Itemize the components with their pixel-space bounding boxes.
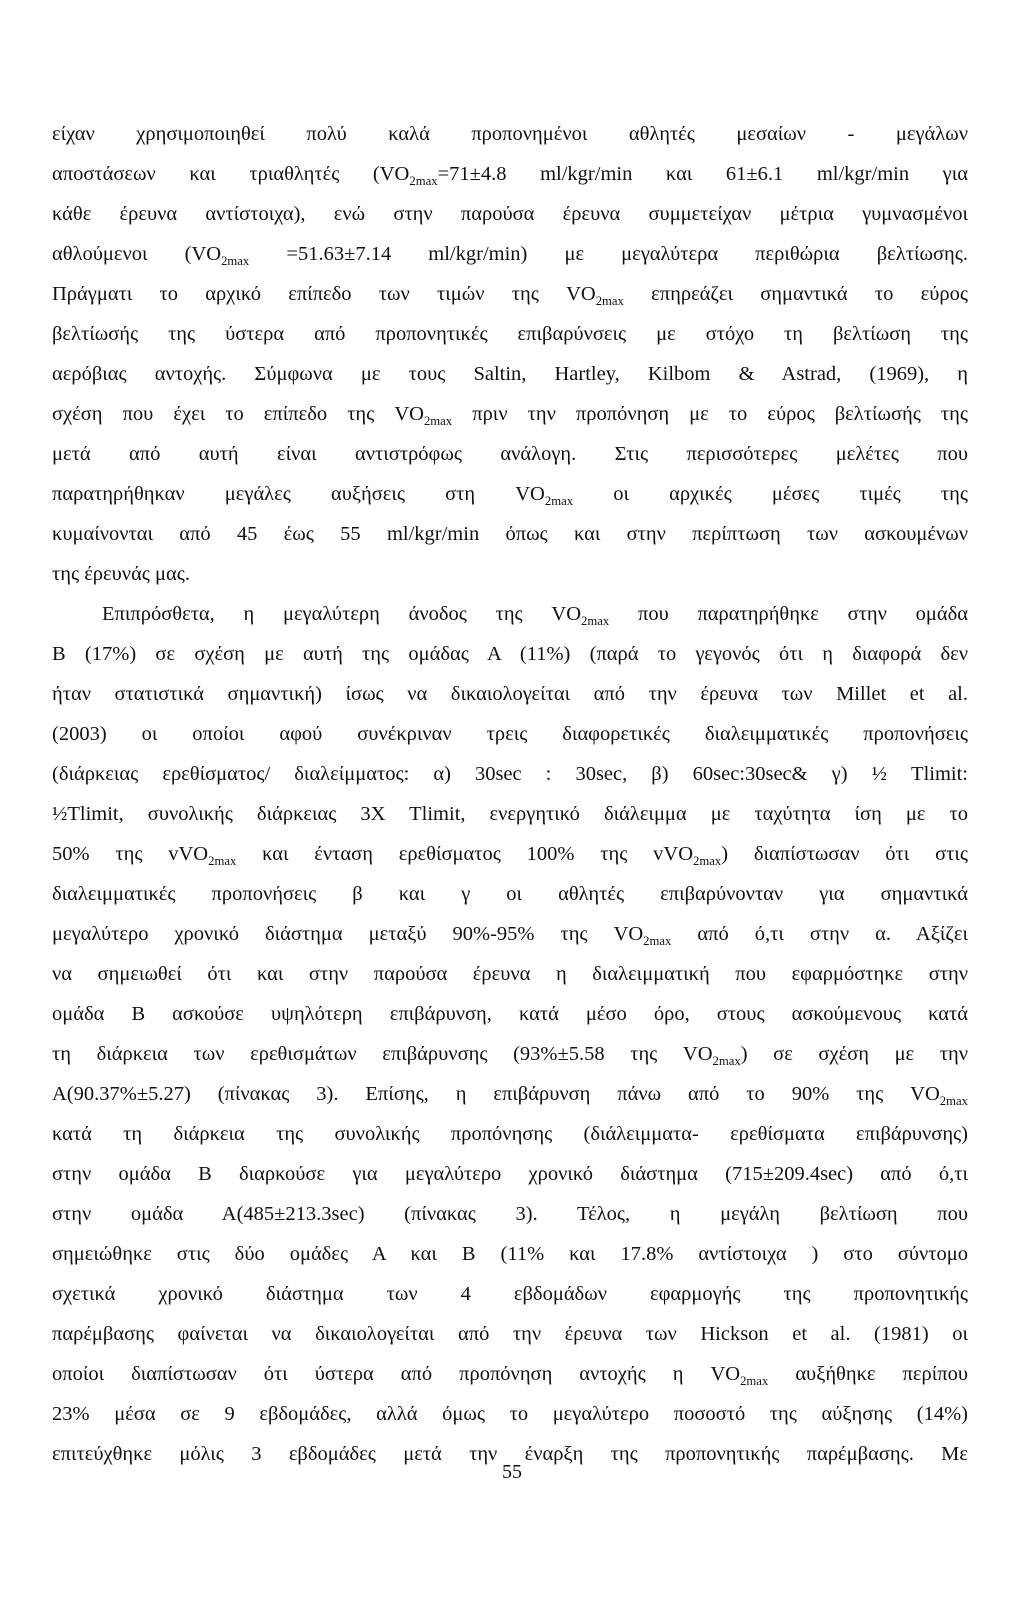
text-line: κατά τη διάρκεια της συνολικής προπόνησης (διάλειμματα- ερεθίσματα επιβάρυνσης) xyxy=(52,1123,968,1145)
text-line: αποστάσεων και τριαθλητές ($VO_{2max}=71\pm 4.8$ ml/kgr/min και 61±6.1 ml/kgr/min για xyxy=(52,163,968,189)
subscript-2max: 2max xyxy=(595,294,624,309)
text-line: 23% μέσα σε 9 εβδομάδες, αλλά όμως το μεγαλύτερο ποσοστό της αύξησης (14%) xyxy=(52,1403,968,1425)
text-line: βελτίωσής της ύστερα από προπονητικές επιβαρύνσεις με στόχο τη βελτίωση της xyxy=(52,323,968,345)
text-line: αθλούμενοι ($VO_{2max} =51.63\pm 7.14$ ml/kgr/min) με μεγαλύτερα περιθώρια βελτίωσης. xyxy=(52,243,968,269)
subscript-2max: 2max xyxy=(208,854,237,869)
text-line: Επιπρόσθετα, η μεγαλύτερη άνοδος της $VO_{2max}$ που παρατηρήθηκε στην ομάδα xyxy=(102,603,968,629)
text-line: κυμαίνονται από 45 έως 55 ml/kgr/min όπως και στην περίπτωση των ασκουμένων xyxy=(52,523,968,545)
text-line: ½Tlimit, συνολικής διάρκειας 3X Tlimit, ενεργητικό διάλειμμα με ταχύτητα ίση με το xyxy=(52,803,968,825)
page-number: 55 xyxy=(502,1461,522,1483)
text-line: οποίοι διαπίστωσαν ότι ύστερα από προπόνηση αντοχής η $VO_{2max}$ αυξήθηκε περίπου xyxy=(52,1363,968,1389)
text-line: κάθε έρευνα αντίστοιχα), ενώ στην παρούσα έρευνα συμμετείχαν μέτρια γυμνασμένοι xyxy=(52,203,968,225)
body-text xyxy=(52,114,968,1474)
text-line: παρατηρήθηκαν μεγάλες αυξήσεις στη $VO_{2max}$ οι αρχικές μέσες τιμές της xyxy=(52,483,968,509)
text-line: Α(90.37%±5.27) (πίνακας 3). Επίσης, η επιβάρυνση πάνω από το 90% της $VO_{2max}$ xyxy=(52,1083,968,1109)
subscript-2max: 2max xyxy=(643,934,672,949)
text-line: αερόβιας αντοχής. Σύμφωνα με τους Saltin, Hartley, Kilbom & Astrad, (1969), η xyxy=(52,363,968,385)
subscript-2max: 2max xyxy=(544,494,574,509)
text-line: τη διάρκεια των ερεθισμάτων επιβάρυνσης (93%±5.58 της $VO_{2max}$) σε σχέση με την xyxy=(52,1043,968,1069)
text-line: 50% της vVO$_{2max}$ και ένταση ερεθίσματος 100% της vVO$_{2max}$) διαπίστωσαν ότι στις xyxy=(52,843,968,869)
text-line: (2003) οι οποίοι αφού συνέκριναν τρεις διαφορετικές διαλειμματικές προπονήσεις xyxy=(52,723,968,745)
text-line: Πράγματι το αρχικό επίπεδο των τιμών της $VO_{2max}$ επηρεάζει σημαντικά το εύρος xyxy=(52,283,968,309)
text-line: σημειώθηκε στις δύο ομάδες Α και Β (11% και 17.8% αντίστοιχα ) στο σύντομο xyxy=(52,1243,968,1265)
subscript-2max: 2max xyxy=(740,1374,769,1389)
subscript-2max: 2max xyxy=(712,1054,741,1069)
text-line: ομάδα Β ασκούσε υψηλότερη επιβάρυνση, κατά μέσο όρο, στους ασκούμενους κατά xyxy=(52,1003,968,1025)
text-line: στην ομάδα Β διαρκούσε για μεγαλύτερο χρονικό διάστημα (715±209.4sec) από ό,τι xyxy=(52,1163,968,1185)
text-line: είχαν χρησιμοποιηθεί πολύ καλά προπονημένοι αθλητές μεσαίων - μεγάλων xyxy=(52,123,968,145)
text-line: μεγαλύτερο χρονικό διάστημα μεταξύ 90%-95% της $VO_{2max}$ από ό,τι στην α. Αξίζει xyxy=(52,923,968,949)
text-line: να σημειωθεί ότι και στην παρούσα έρευνα η διαλειμματική που εφαρμόστηκε στην xyxy=(52,963,968,985)
text-line: σχετικά χρονικό διάστημα των 4 εβδομάδων εφαρμογής της προπονητικής xyxy=(52,1283,968,1305)
text-line: μετά από αυτή είναι αντιστρόφως ανάλογη. Στις περισσότερες μελέτες που xyxy=(52,443,968,465)
text-line: σχέση που έχει το επίπεδο της $VO_{2max}$ πριν την προπόνηση με το εύρος βελτίωσής της xyxy=(52,403,968,429)
subscript-2max: 2max xyxy=(581,614,610,629)
text-line: (διάρκειας ερεθίσματος/ διαλείμματος: α) 30sec : 30sec, β) 60sec:30sec& γ) ½ Tlimit: xyxy=(52,763,968,785)
text-line: στην ομάδα Α(485±213.3sec) (πίνακας 3). Τέλος, η μεγάλη βελτίωση που xyxy=(52,1203,968,1225)
subscript-2max: 2max xyxy=(693,854,722,869)
text-line: ήταν στατιστικά σημαντική) ίσως να δικαιολογείται από την έρευνα των Millet et al. xyxy=(52,683,968,705)
subscript-2max: 2max xyxy=(221,254,250,269)
text-line: της έρευνάς μας. xyxy=(52,563,191,585)
text-line: Β (17%) σε σχέση με αυτή της ομάδας Α (11%) (παρά το γεγονός ότι η διαφορά δεν xyxy=(52,643,968,665)
subscript-2max: 2max xyxy=(939,1094,968,1109)
text-line: παρέμβασης φαίνεται να δικαιολογείται από την έρευνα των Hickson et al. (1981) οι xyxy=(52,1323,968,1345)
subscript-2max: 2max xyxy=(423,414,453,429)
subscript-2max: 2max xyxy=(409,174,438,189)
text-line: διαλειμματικές προπονήσεις β και γ οι αθλητές επιβαρύνονταν για σημαντικά xyxy=(52,883,968,905)
text-line: επιτεύχθηκε μόλις 3 εβδομάδες μετά την έναρξη της προπονητικής παρέμβασης. Με xyxy=(52,1443,968,1465)
